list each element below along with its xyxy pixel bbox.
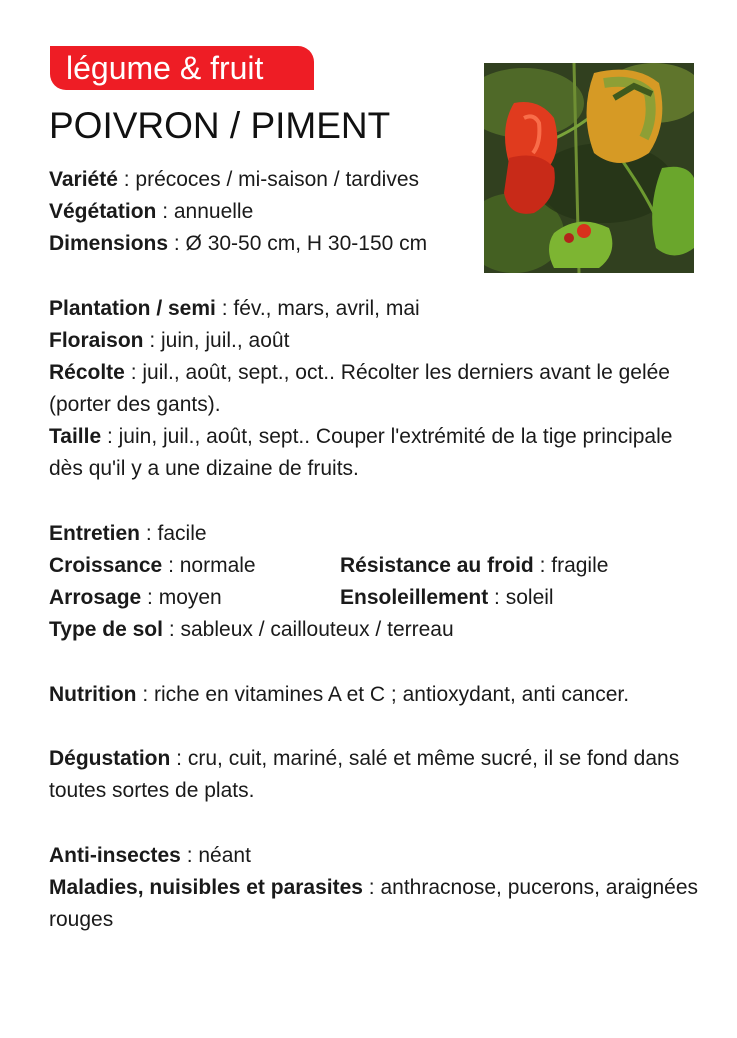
fact-value: : juin, juil., août — [143, 329, 290, 352]
fact-value: : soleil — [488, 586, 554, 609]
category-badge — [50, 46, 314, 90]
fact-value: : fév., mars, avril, mai — [215, 297, 420, 320]
fact-label: Récolte — [49, 361, 125, 384]
fact-degustation — [49, 743, 699, 807]
fact-value: : juin, juil., août, sept.. Couper l'extrémité de la tige principale dès qu'il y a une dizaine de fruits. — [49, 425, 673, 480]
fact-label: Maladies, nuisibles et parasites — [49, 876, 363, 899]
fact-croissance — [49, 550, 256, 582]
fact-arrosage — [49, 582, 222, 614]
fact-nutrition — [49, 679, 629, 711]
fact-insectes — [49, 840, 251, 872]
fact-value: : sableux / caillouteux / terreau — [162, 618, 454, 641]
fact-floraison — [49, 325, 289, 357]
fact-label: Plantation / semi — [49, 297, 216, 320]
fact-dimensions — [49, 228, 427, 260]
fact-label: Variété — [49, 168, 118, 191]
fact-label: Nutrition — [49, 683, 137, 706]
fact-label: Résistance au froid — [340, 554, 534, 577]
fact-label: Entretien — [49, 522, 141, 545]
fact-value: : normale — [162, 554, 256, 577]
fact-label: Taille — [49, 425, 102, 448]
fact-label: Végétation — [49, 200, 157, 223]
fact-vegetation — [49, 196, 253, 228]
fact-value: : précoces / mi-saison / tardives — [117, 168, 419, 191]
fact-recolte — [49, 357, 699, 421]
fact-variete — [49, 164, 419, 196]
fact-value: : Ø 30-50 cm, H 30-150 cm — [168, 232, 428, 255]
fact-label: Ensoleillement — [340, 586, 489, 609]
pepper-plant-photo — [484, 63, 694, 273]
fact-maladies — [49, 872, 699, 936]
fact-value: : moyen — [141, 586, 222, 609]
fact-label: Arrosage — [49, 586, 142, 609]
fact-ensoleillement — [340, 582, 554, 614]
fact-label: Dimensions — [49, 232, 169, 255]
category-label: légume & fruit — [66, 50, 264, 86]
fact-label: Anti-insectes — [49, 844, 181, 867]
fact-value: : anthracnose, pucerons, araignées rouges — [49, 876, 699, 931]
fact-value: : juil., août, sept., oct.. Récolter les derniers avant le gelée (porter des gants). — [49, 361, 670, 416]
fact-value: : cru, cuit, mariné, salé et même sucré, il se fond dans toutes sortes de plats. — [49, 747, 680, 802]
fact-plantation — [49, 293, 420, 325]
fact-label: Croissance — [49, 554, 163, 577]
fact-value: : annuelle — [156, 200, 254, 223]
fact-value: : néant — [180, 844, 251, 867]
fact-resistance — [340, 550, 608, 582]
fact-label: Type de sol — [49, 618, 163, 641]
fact-value: : riche en vitamines A et C ; antioxydant, anti cancer. — [136, 683, 630, 706]
fact-label: Dégustation — [49, 747, 171, 770]
fact-sol — [49, 614, 454, 646]
fact-value: : fragile — [533, 554, 609, 577]
fact-entretien — [49, 518, 207, 550]
fact-taille — [49, 421, 699, 485]
fact-label: Floraison — [49, 329, 144, 352]
fact-value: : facile — [140, 522, 207, 545]
page-title: POIVRON / PIMENT — [49, 105, 391, 146]
